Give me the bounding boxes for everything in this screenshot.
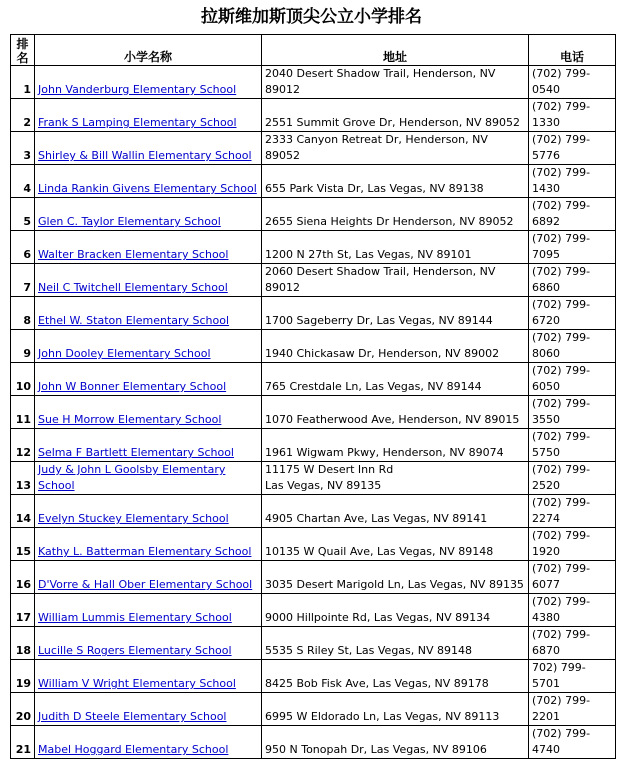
table-body xyxy=(11,66,616,759)
address-cell: 11175 W Desert Inn Rd Las Vegas, NV 89135 xyxy=(262,462,529,495)
rank-cell: 21 xyxy=(11,726,35,759)
address-cell: 2551 Summit Grove Dr, Henderson, NV 89052 xyxy=(262,99,529,132)
address-cell: 765 Crestdale Ln, Las Vegas, NV 89144 xyxy=(262,363,529,396)
school-name-cell xyxy=(35,462,262,495)
phone-cell: (702) 799- 6720 xyxy=(529,297,616,330)
table-row xyxy=(11,429,616,462)
table-row xyxy=(11,693,616,726)
table-header-row xyxy=(11,35,616,66)
table-row xyxy=(11,132,616,165)
address-cell: 3035 Desert Marigold Ln, Las Vegas, NV 89135 xyxy=(262,561,529,594)
phone-cell: (702) 799- 5776 xyxy=(529,132,616,165)
table-row xyxy=(11,495,616,528)
address-cell: 1700 Sageberry Dr, Las Vegas, NV 89144 xyxy=(262,297,529,330)
phone-cell: (702) 799- 0540 xyxy=(529,66,616,99)
school-name-link[interactable]: Judy & John L Goolsby Elementary School xyxy=(38,463,226,492)
phone-cell: (702) 799- 1330 xyxy=(529,99,616,132)
address-cell: 2333 Canyon Retreat Dr, Henderson, NV 89052 xyxy=(262,132,529,165)
table-row xyxy=(11,231,616,264)
table-row xyxy=(11,396,616,429)
phone-cell: (702) 799- 3550 xyxy=(529,396,616,429)
school-name-cell xyxy=(35,429,262,462)
phone-cell: (702) 799- 2520 xyxy=(529,462,616,495)
school-name-cell xyxy=(35,198,262,231)
school-name-link[interactable]: William Lummis Elementary School xyxy=(38,611,232,624)
rank-cell: 10 xyxy=(11,363,35,396)
school-name-link[interactable]: Linda Rankin Givens Elementary School xyxy=(38,182,257,195)
header-name: 小学名称 xyxy=(35,35,262,66)
rank-cell: 5 xyxy=(11,198,35,231)
table-row xyxy=(11,561,616,594)
address-cell: 10135 W Quail Ave, Las Vegas, NV 89148 xyxy=(262,528,529,561)
address-cell: 2060 Desert Shadow Trail, Henderson, NV 89012 xyxy=(262,264,529,297)
school-name-link[interactable]: John W Bonner Elementary School xyxy=(38,380,227,393)
phone-cell: (702) 799- 6860 xyxy=(529,264,616,297)
address-cell: 9000 Hillpointe Rd, Las Vegas, NV 89134 xyxy=(262,594,529,627)
school-name-link[interactable]: John Vanderburg Elementary School xyxy=(38,83,237,96)
school-name-cell xyxy=(35,693,262,726)
rank-cell: 15 xyxy=(11,528,35,561)
address-cell: 6995 W Eldorado Ln, Las Vegas, NV 89113 xyxy=(262,693,529,726)
phone-cell: (702) 799- 2201 xyxy=(529,693,616,726)
phone-cell: (702) 799- 6892 xyxy=(529,198,616,231)
rank-cell: 2 xyxy=(11,99,35,132)
rank-cell: 19 xyxy=(11,660,35,693)
phone-cell: (702) 799- 1430 xyxy=(529,165,616,198)
rank-cell: 1 xyxy=(11,66,35,99)
table-row xyxy=(11,165,616,198)
school-name-link[interactable]: Neil C Twitchell Elementary School xyxy=(38,281,228,294)
address-cell: 2040 Desert Shadow Trail, Henderson, NV 89012 xyxy=(262,66,529,99)
school-name-cell xyxy=(35,528,262,561)
school-name-cell xyxy=(35,99,262,132)
school-name-link[interactable]: Ethel W. Staton Elementary School xyxy=(38,314,230,327)
table-row xyxy=(11,198,616,231)
table-row xyxy=(11,726,616,759)
phone-cell: (702) 799- 2274 xyxy=(529,495,616,528)
school-name-cell xyxy=(35,66,262,99)
school-name-link[interactable]: Sue H Morrow Elementary School xyxy=(38,413,222,426)
school-name-link[interactable]: Frank S Lamping Elementary School xyxy=(38,116,237,129)
header-phone: 电话 xyxy=(529,35,616,66)
phone-cell: (702) 799- 6870 xyxy=(529,627,616,660)
phone-cell: 702) 799- 5701 xyxy=(529,660,616,693)
school-name-link[interactable]: D'Vorre & Hall Ober Elementary School xyxy=(38,578,253,591)
rank-cell: 8 xyxy=(11,297,35,330)
school-name-link[interactable]: Walter Bracken Elementary School xyxy=(38,248,229,261)
school-name-link[interactable]: Evelyn Stuckey Elementary School xyxy=(38,512,229,525)
table-row xyxy=(11,297,616,330)
address-cell: 2655 Siena Heights Dr Henderson, NV 89052 xyxy=(262,198,529,231)
rank-cell: 7 xyxy=(11,264,35,297)
school-name-link[interactable]: Mabel Hoggard Elementary School xyxy=(38,743,229,756)
rank-cell: 4 xyxy=(11,165,35,198)
address-cell: 655 Park Vista Dr, Las Vegas, NV 89138 xyxy=(262,165,529,198)
phone-cell: (702) 799- 4740 xyxy=(529,726,616,759)
table-row xyxy=(11,363,616,396)
school-name-link[interactable]: Selma F Bartlett Elementary School xyxy=(38,446,234,459)
phone-cell: (702) 799- 1920 xyxy=(529,528,616,561)
school-name-cell xyxy=(35,561,262,594)
school-name-cell xyxy=(35,594,262,627)
phone-cell: (702) 799- 7095 xyxy=(529,231,616,264)
table-row xyxy=(11,264,616,297)
rank-cell: 20 xyxy=(11,693,35,726)
rank-cell: 14 xyxy=(11,495,35,528)
address-cell: 8425 Bob Fisk Ave, Las Vegas, NV 89178 xyxy=(262,660,529,693)
school-name-link[interactable]: Judith D Steele Elementary School xyxy=(38,710,227,723)
rank-cell: 12 xyxy=(11,429,35,462)
school-name-link[interactable]: William V Wright Elementary School xyxy=(38,677,236,690)
rank-cell: 9 xyxy=(11,330,35,363)
phone-cell: (702) 799- 6077 xyxy=(529,561,616,594)
rank-cell: 3 xyxy=(11,132,35,165)
phone-cell: (702) 799- 8060 xyxy=(529,330,616,363)
rank-cell: 17 xyxy=(11,594,35,627)
school-name-link[interactable]: Glen C. Taylor Elementary School xyxy=(38,215,221,228)
rank-cell: 18 xyxy=(11,627,35,660)
address-cell: 950 N Tonopah Dr, Las Vegas, NV 89106 xyxy=(262,726,529,759)
school-name-cell xyxy=(35,330,262,363)
school-name-cell xyxy=(35,165,262,198)
phone-cell: (702) 799- 6050 xyxy=(529,363,616,396)
school-name-cell xyxy=(35,297,262,330)
address-cell: 4905 Chartan Ave, Las Vegas, NV 89141 xyxy=(262,495,529,528)
school-name-cell xyxy=(35,627,262,660)
address-cell: 1070 Featherwood Ave, Henderson, NV 89015 xyxy=(262,396,529,429)
rank-cell: 6 xyxy=(11,231,35,264)
rank-cell: 16 xyxy=(11,561,35,594)
table-row xyxy=(11,330,616,363)
school-name-link[interactable]: Lucille S Rogers Elementary School xyxy=(38,644,232,657)
table-row xyxy=(11,594,616,627)
page-title: 拉斯维加斯顶尖公立小学排名 xyxy=(201,7,422,27)
table-row xyxy=(11,528,616,561)
school-name-cell xyxy=(35,660,262,693)
school-name-link[interactable]: Kathy L. Batterman Elementary School xyxy=(38,545,252,558)
table-row xyxy=(11,99,616,132)
school-name-cell xyxy=(35,726,262,759)
school-name-cell xyxy=(35,132,262,165)
rank-cell: 13 xyxy=(11,462,35,495)
phone-cell: (702) 799- 5750 xyxy=(529,429,616,462)
phone-cell: (702) 799- 4380 xyxy=(529,594,616,627)
school-name-cell xyxy=(35,231,262,264)
table-row xyxy=(11,660,616,693)
school-name-cell xyxy=(35,495,262,528)
school-ranking-table xyxy=(10,34,616,759)
address-cell: 1200 N 27th St, Las Vegas, NV 89101 xyxy=(262,231,529,264)
header-address: 地址 xyxy=(262,35,529,66)
table-row xyxy=(11,66,616,99)
table-row xyxy=(11,462,616,495)
school-name-link[interactable]: John Dooley Elementary School xyxy=(38,347,211,360)
school-name-link[interactable]: Shirley & Bill Wallin Elementary School xyxy=(38,149,252,162)
address-cell: 5535 S Riley St, Las Vegas, NV 89148 xyxy=(262,627,529,660)
address-cell: 1961 Wigwam Pkwy, Henderson, NV 89074 xyxy=(262,429,529,462)
school-name-cell xyxy=(35,363,262,396)
header-rank: 排名 xyxy=(11,35,35,66)
school-name-cell xyxy=(35,396,262,429)
school-name-cell xyxy=(35,264,262,297)
table-row xyxy=(11,627,616,660)
rank-cell: 11 xyxy=(11,396,35,429)
address-cell: 1940 Chickasaw Dr, Henderson, NV 89002 xyxy=(262,330,529,363)
